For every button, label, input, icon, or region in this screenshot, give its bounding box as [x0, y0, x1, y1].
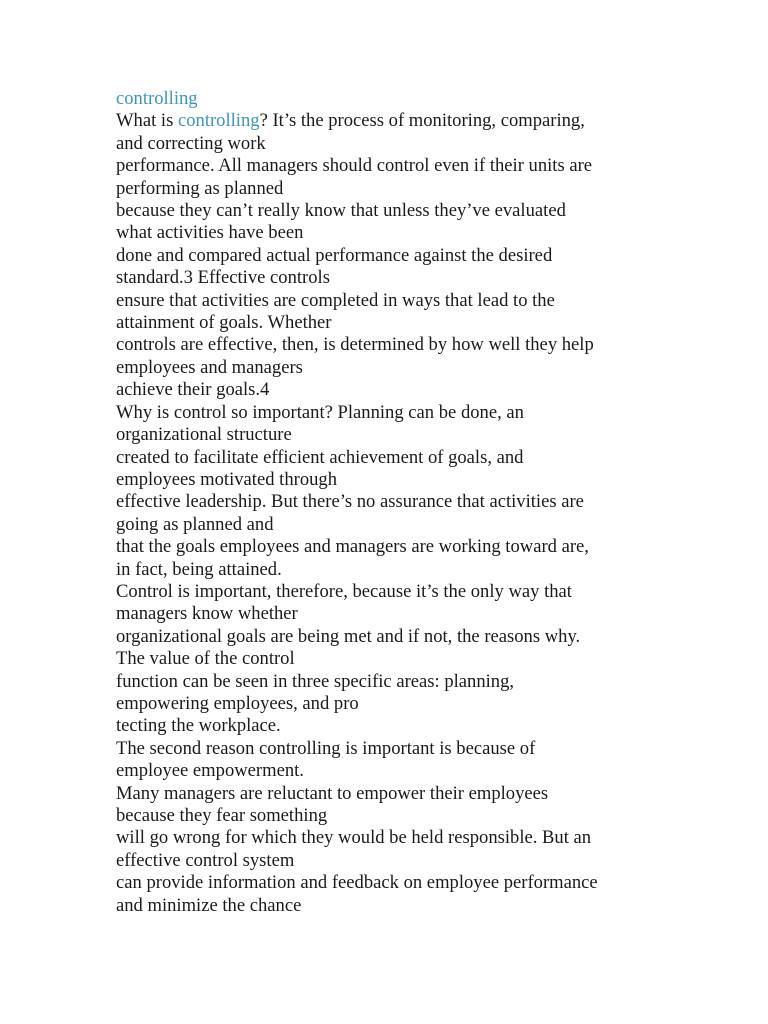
first-text-line	[116, 110, 661, 132]
text-line: controls are effective, then, is determined by how well they help	[116, 334, 594, 356]
heading-link-controlling[interactable]: controlling	[116, 88, 198, 109]
text-line: ensure that activities are completed in ways that lead to the	[116, 289, 555, 311]
text-line: because they fear something	[116, 805, 328, 826]
text-line: because they can’t really know that unless they’ve evaluated	[116, 200, 566, 222]
text-line: going as planned and	[116, 513, 274, 535]
text-line: organizational goals are being met and if not, the reasons why.	[116, 625, 581, 647]
text-line: done and compared actual performance against the desired	[116, 244, 553, 266]
text-line: attainment of goals. Whether	[116, 312, 332, 334]
text-line: function can be seen in three specific areas: planning,	[116, 670, 515, 692]
text-line: managers know whether	[116, 603, 298, 625]
text-line: and correcting work	[116, 132, 266, 154]
text-line: standard.3 Effective controls	[116, 267, 330, 289]
text-line: Why is control so important? Planning can be done, an	[116, 401, 524, 423]
text-line: can provide information and feedback on employee performance	[116, 872, 598, 894]
text-line: empowering employees, and pro	[116, 692, 359, 714]
text-line: organizational structure	[116, 424, 292, 446]
inline-link-controlling[interactable]: controlling	[177, 110, 260, 132]
text-line: The second reason controlling is important is because of	[116, 737, 536, 759]
text-line: employees motivated through	[116, 468, 338, 490]
text-line: in fact, being attained.	[116, 558, 282, 580]
first-line-before-text: What is	[116, 110, 178, 132]
text-line: and minimize the chance	[116, 894, 302, 916]
text-line: Control is important, therefore, because it’s the only way that	[116, 580, 572, 602]
text-line: performing as planned	[116, 177, 284, 199]
text-line: Many managers are reluctant to empower their employees	[116, 782, 549, 804]
text-line: that the goals employees and managers are working toward are,	[116, 536, 589, 558]
text-line: effective control system	[116, 849, 295, 871]
text-line: employees and managers	[116, 356, 303, 378]
text-line: performance. All managers should control even if their units are	[116, 155, 593, 177]
text-line: achieve their goals.4	[116, 379, 270, 401]
text-line: effective leadership. But there’s no assurance that activities are	[116, 491, 584, 513]
document-body	[116, 88, 661, 917]
text-lines	[116, 133, 661, 917]
text-line: will go wrong for which they would be held responsible. But an	[116, 827, 592, 849]
text-line: tecting the workplace.	[116, 715, 281, 737]
first-line-after-text: ? It’s the process of monitoring, comparing,	[259, 110, 585, 132]
text-line: what activities have been	[116, 222, 304, 244]
text-line: employee empowerment.	[116, 760, 304, 782]
text-line: created to facilitate efficient achievement of goals, and	[116, 446, 524, 468]
text-line: The value of the control	[116, 648, 295, 670]
